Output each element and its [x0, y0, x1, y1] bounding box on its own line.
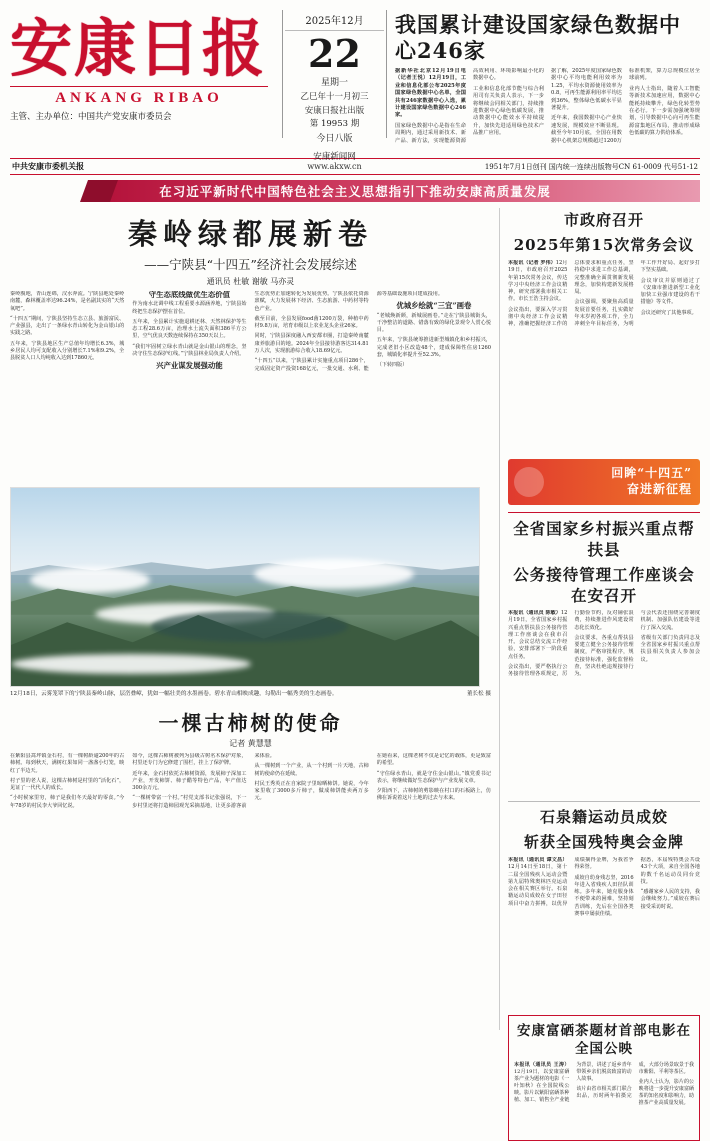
boxed-article: [508, 1015, 700, 1141]
paragraph: “一棵树带富一个村。”村党支部书记张强说，下一步村里还将打造柿园观光采摘基地，让更多游客前来体验。: [132, 753, 275, 809]
photo-caption-text: 12月18日，云雾笼罩下的宁陕县秦岭山脉，层峦叠嶂，犹如一幅壮美的水墨画卷。碧水青山相映成趣，勾勒出一幅秀美的生态画卷。: [10, 691, 338, 697]
dateline: 本报讯（记者 罗伟）: [508, 260, 556, 266]
badge-line1: 回眸“十四五”: [611, 466, 692, 480]
photo-cloud: [254, 559, 414, 589]
paragraph: “感谢家乡人民的支持，我会继续努力。”成姣在赛后接受采访时说。: [640, 889, 700, 910]
right-headline-3-line2: 斩获全国残特奥会金牌: [523, 833, 684, 851]
paragraph: 村民王秀英正在自家院子里晾晒柿饼。她说，今年家里收了3000多斤柿子，做成柿饼能卖两万多元。: [254, 780, 369, 802]
lead-article: [387, 6, 700, 160]
feature-article: [10, 212, 491, 481]
info-bar-left: 中共安康市委机关报: [12, 161, 84, 171]
photo-cloud: [30, 567, 150, 593]
lead-paragraph: 业内人士指出，随着人工智能等新技术加速应用，数据中心能耗持续攀升，绿色化转型势在必行。下一步需加强统筹规划，引导数据中心向可再生能源富集地区布局，推动形成绿色低碳的算力供给体系。: [629, 85, 700, 137]
masthead-logo: [10, 6, 282, 123]
paragraph: 会议还研究了其他事项。: [640, 309, 697, 316]
landscape-photo: [10, 487, 480, 687]
lead-paragraph: 工业和信息化部节能与综合利用司有关负责人表示，下一步将继续会同相关部门，持续推进数据中心绿色低碳发展，推动数据中心能效水平持续提升，加快先进适用绿色技术产品推广应用。: [473, 85, 544, 137]
lead-paragraph: 据新华社北京12月19日电（记者王悦）12月19日，工业和信息化部公布2025年度国家绿色数据中心名单，全国共有246家数据中心入选，累计建设国家绿色数据中心246家。: [395, 68, 466, 119]
paragraph-text: 12月19日，全省国家乡村振兴重点帮扶县公务接待管理工作座谈会在我市召开。会议总结交流工作经验，安排部署下一阶段重点任务。: [508, 610, 568, 660]
right-headline-2-line1: 全省国家乡村振兴重点帮扶县: [513, 519, 695, 559]
secondary-byline: 记者 黄慧慧: [229, 739, 272, 748]
boxed-headline: 安康富硒茶题材首部电影在全国公映: [517, 1023, 691, 1057]
paragraph: 夕阳西下，古柿树的剪影映在村口的石板路上，仿佛在诉说着这片土地的过去与未来。: [376, 788, 491, 802]
right-headline-3-line1: 石泉籍运动员成姣: [539, 808, 668, 826]
photo-caption: [10, 690, 491, 698]
paragraph: 从一棵树到一个产业，从一个村到一片天地，古柿树的使命仍在延续。: [254, 763, 369, 777]
feature-body: [10, 291, 491, 481]
paragraph: 成姣自幼身残志坚，2016年进入省残疾人田径队训练。多年来，她克服身体不便带来的困难，坚持刻苦训练，先后在全国各类赛事中屡获佳绩。: [574, 874, 634, 918]
paragraph: 同时，宁陕县深度融入西安都市圈，打造秦岭南麓康养旅游目的地。2024年全县接待游客达314.81万人次，实现旅游综合收入18.69亿元。: [254, 333, 369, 355]
paragraph: “十四五”以来，宁陕县累计实施重点项目286个，完成固定资产投资168亿元，一批交通、水利、能源等基础设施项目建成投用。: [254, 291, 443, 372]
feature-subtitle: ——宁陕县“十四五”经济社会发展综述: [144, 257, 357, 272]
feature-title: 秦岭绿都展新卷: [127, 217, 373, 251]
photo-lake: [151, 611, 348, 643]
website-url[interactable]: www.akxw.cn: [307, 162, 362, 171]
paragraph: “小时候家里穷，柿子是我们冬天最好的零食。”今年78岁的村民李大爷回忆说。: [10, 795, 125, 809]
paragraph: 会议指出，要深入学习贯彻中央经济工作会议精神，准确把握经济工作的总体要求和重点任务，坚持稳中求进工作总基调，完整准确全面贯彻新发展理念，加快构建新发展格局。: [508, 260, 634, 328]
paragraph: 该片由省市相关部门联合出品，历时两年拍摄完成，大部分场景取景于我市紫阳、平利等茶区。: [576, 1062, 694, 1099]
right-body-1: [508, 260, 700, 455]
lead-paragraph: 近年来，我国数据中心产业快速发展，规模效应不断显现。截至今年10月底，全国在用数据中心机架总规模超过1200万标准机架，算力总规模位居全球前列。: [551, 68, 700, 144]
paragraph: 会议要求，各重点帮扶县要建立健全公务接待管理制度，严格审批程序，规范接待标准，强化监督检查，坚决杜绝违规接待行为。: [574, 634, 634, 678]
paragraph-text: 12月14日至18日，第十二届全国残疾人运动会暨第九届特殊奥林匹克运动会在相关赛区举行。石泉籍运动员成姣在女子田径项目中奋力拼搏，以优异成绩摘得金牌，为我省争得荣誉。: [508, 857, 634, 907]
feature-byline: 通讯员 杜敏 谢敏 马亦灵: [206, 277, 295, 286]
paragraph: 在她看来，这棵老树不仅是记忆的载体，更是致富的希望。: [376, 753, 491, 767]
theme-banner: [10, 180, 700, 202]
paragraph: 省级有关部门负责同志及全省国家乡村振兴重点帮扶县相关负责人参加会议。: [640, 634, 700, 663]
date-month: 2025年12月: [285, 12, 384, 31]
right-article-1: [508, 210, 700, 455]
dateline: 本报讯（通讯员 王涛）: [514, 1062, 570, 1068]
date-lunar: 乙巳年十一月初三: [300, 92, 369, 102]
paragraph: 作为南水北调中线工程重要水源涵养地，宁陕县始终把生态保护摆在首位。: [132, 301, 247, 315]
paragraph: 秦岭腹地，青山连绵，汉水奔流。宁陕县地处秦岭南麓，森林覆盖率达96.24%，是名副其实的“天然氧吧”。: [10, 291, 125, 312]
badge-text: [611, 465, 692, 497]
secondary-body: [10, 753, 491, 988]
info-bar-right: 1951年7月1日创刊 国内统一连续出版物号CN 61-0009 代号51-12: [484, 162, 698, 171]
right-headline-1-line2: 2025年第15次常务会议: [513, 236, 695, 254]
paragraph: “老城焕新颜，新城展画卷。”走在宁陕县城街头，干净整洁的道路、错落有致的绿化景观令人赏心悦目。: [376, 312, 491, 334]
paragraph: [508, 610, 567, 661]
lead-body: [395, 68, 700, 160]
paragraph: “十四五”期间，宁陕县坚持生态立县、旅游富民、产业强县，走出了一条绿水青山转化为金山银山的实践之路。: [10, 315, 125, 337]
paragraph: 据悉，本届残特奥会共设43个大项，来自全国各地的数千名运动员同台竞技。: [640, 857, 700, 885]
right-body-2: [508, 610, 700, 795]
paragraph: “我们牢固树立绿水青山就是金山银山的理念，坚决守住生态保护红线。”宁陕县林业局负责人介绍。: [132, 343, 247, 358]
paragraph: [508, 260, 567, 304]
paragraph: 业内人士认为，影片的公映将进一步提升安康富硒茶的知名度和影响力，助推茶产业高质量发展。: [638, 1079, 694, 1106]
paragraph: 五年来，宁陕县地区生产总值年均增长6.3%，城乡居民人均可支配收入分别增长7.1%和9.2%，全县脱贫人口人均纯收入达到17860元。: [10, 340, 125, 362]
right-headline-1-line1: 市政府召开: [563, 211, 644, 229]
photo-sky: [11, 488, 479, 575]
masthead-dateblock: [282, 10, 387, 171]
left-column: [10, 208, 500, 1030]
badge-circle-icon: [514, 467, 544, 497]
boxed-body: [514, 1062, 694, 1107]
newspaper-title: 安康日报: [10, 12, 267, 85]
paragraph: 村子里的老人说，这棵古柿树是村里的“活化石”，见证了一代代人的成长。: [10, 777, 125, 792]
date-weekday: 星期一: [320, 78, 348, 88]
paragraph: 近年来，金石村依托古柿树资源，发展柿子深加工产业，开发柿饼、柿子醋等特色产品，年产值达300余万元。: [132, 770, 247, 792]
issue-number: 第 19953 期: [309, 119, 360, 129]
secondary-article: [10, 707, 491, 988]
dateline: 本报讯（通讯员 谭文昌）: [508, 857, 568, 863]
paragraph: 如今，这棵古柿树被列为县级古树名木保护对象，村里还专门为它修建了围栏，挂上了保护牌。: [132, 753, 247, 767]
masthead-sponsor: 主管、主办单位：中国共产党安康市委员会: [10, 112, 172, 122]
right-body-3: [508, 857, 700, 1007]
dateline: 本报讯（通讯员 陈敏）: [508, 610, 561, 616]
paragraph: 会议指出，要严格执行公务接待管理各项规定，厉行勤俭节约，反对铺张浪费，持续推进作风建设常态化长效化。: [508, 610, 634, 678]
publisher-line: 安康日报社出版: [304, 106, 365, 116]
badge-line2: 奋进新征程: [626, 482, 692, 496]
paragraph: 会议审议并原则通过了《安康市推进新型工业化加快工业强市建设的若干措施》等文件。: [640, 277, 700, 306]
right-article-3: [508, 807, 700, 1007]
campaign-badge: [508, 459, 700, 505]
date-day: 22: [308, 31, 361, 76]
paragraph: 五年来，全县累计实施退耕还林、天然林保护等生态工程28.6万亩，治理水土流失面积386平方公里，空气优良天数连续保持在350天以上。: [132, 318, 247, 340]
newspaper-title-pinyin: ANKANG RIBAO: [10, 86, 268, 107]
banner-text: 在习近平新时代中国特色社会主义思想指引下推动安康高质量发展: [159, 184, 551, 199]
paragraph: 生态优势正加速转化为发展优势。宁陕县依托资源禀赋，大力发展林下经济、生态旅游、中药材等特色产业。: [254, 291, 369, 312]
paragraph-text: 12月19日，以安康富硒茶产业为题材的电影《一叶知秋》在全国院线公映。影片以紫阳富硒茶种植、加工、销售全产业链为背景，讲述了返乡青年带领乡亲们脱贫致富的动人故事。: [514, 1062, 632, 1103]
divider-thin: [508, 801, 700, 802]
lead-paragraph: 据了解，2025年度国家绿色数据中心平均电能利用效率为1.25，平均水资源使用效率为0.8，可再生能源利用率平均达到36%，整体绿色低碳水平显著提升。: [551, 68, 622, 112]
paragraph: 截至目前，全县发展food菌1200万袋，种植中药材9.8万亩，培育市级以上农业龙头企业26家。: [254, 315, 369, 330]
paragraph: 在紫阳县蒿坪镇金石村，有一棵树龄逾200年的古柿树。每到秋天，满树红果如同一盏盏小灯笼，映红了半边天。: [10, 753, 125, 774]
paragraph: 与会代表还围绕完善制度机制、加强队伍建设等进行了深入交流。: [640, 610, 700, 631]
paragraph: 会议强调，要聚焦高质量发展首要任务，扎实做好年末岁初各项工作，全力冲刺全年目标任务，为明年工作开好局、起好步打下坚实基础。: [574, 260, 700, 328]
feature-subheading: 守生态底线做优生态价值: [148, 291, 231, 299]
main-columns: [10, 208, 700, 1106]
paragraph: （下转四版）: [376, 362, 408, 369]
publisher-name: 安康新闻网: [313, 152, 356, 162]
lead-paragraph: 国家绿色数据中心是指在生命周期内，通过采用新技术、新产品、新方法，实现能源资源高效利用、环境影响最小化的数据中心。: [395, 68, 544, 144]
divider-red: [508, 512, 700, 513]
paragraph: 五年来，宁陕县统筹推进新型城镇化和乡村振兴，完成老旧小区改造48个，建成保障性住房1260套，城镇化率提升至52.3%。: [376, 337, 491, 359]
photo-block: [10, 487, 491, 698]
page-count: 今日八版: [316, 134, 353, 144]
photo-credit: 董长松 摄: [466, 691, 491, 697]
photo-cloud: [11, 654, 251, 674]
feature-subheading: 兴产业谋发展强动能: [156, 361, 223, 371]
paragraph: “守住绿水青山，就是守住金山银山。”镇党委书记表示，将继续做好生态保护与产业发展文章。: [376, 770, 491, 784]
right-headline-2-line2: 公务接待管理工作座谈会在安召开: [513, 565, 695, 605]
right-article-2: [508, 518, 700, 795]
paragraph-text: 12月19日，市政府召开2025年第15次常务会议，传达学习中央经济工作会议精神，研究部署我市相关工作。市长王浩主持会议。: [508, 260, 568, 303]
secondary-title: 一棵古柿树的使命: [158, 711, 343, 735]
lead-headline: 我国累计建设国家绿色数据中心246家: [395, 12, 681, 63]
feature-subheading: 优城乡绘就“三宜”画卷: [396, 301, 472, 311]
right-column: [500, 208, 700, 1106]
